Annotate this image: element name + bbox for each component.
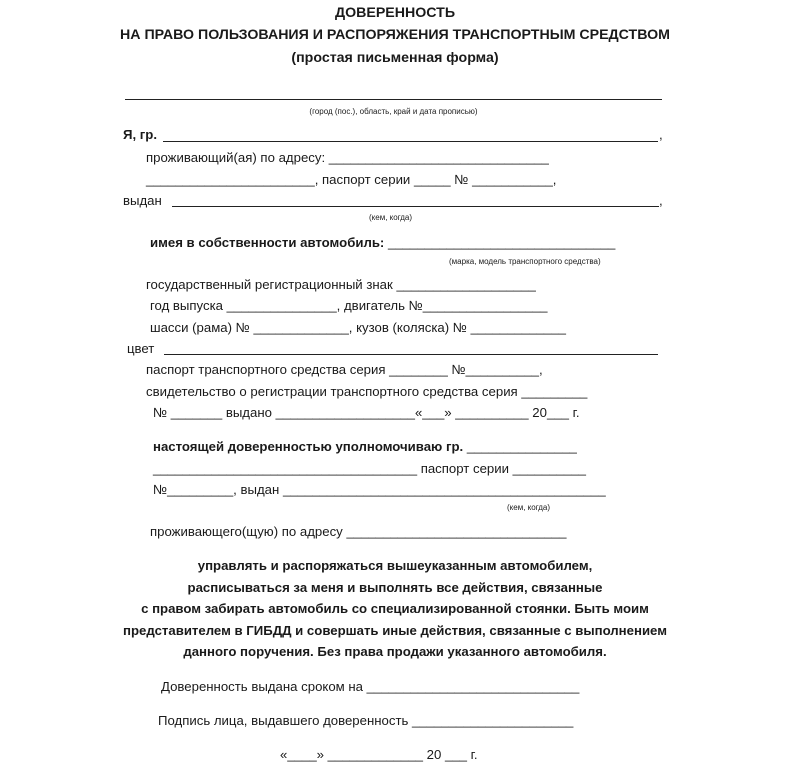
attorney-address: проживающего(щую) по адресу ______________________________ — [150, 524, 567, 539]
vehicle-color-label: цвет — [127, 341, 159, 356]
vehicle-ownership-label: имея в собственности автомобиль: — [150, 235, 388, 250]
document-subtitle: НА ПРАВО ПОЛЬЗОВАНИЯ И РАСПОРЯЖЕНИЯ ТРАНСПОРТНЫМ СРЕДСТВОМ — [120, 27, 670, 43]
attorney-authorize-label: настоящей доверенностью уполномочиваю гр. — [153, 439, 467, 454]
powers-line-3: с правом забирать автомобиль со специализированной стоянки. Быть моим — [141, 601, 649, 616]
principal-passport: _______________________, паспорт серии _____ № ___________, — [146, 172, 557, 187]
principal-issued-caption: (кем, когда) — [369, 213, 413, 222]
signature-line: Подпись лица, выдавшего доверенность ______________________ — [158, 713, 574, 728]
principal-name-line — [163, 141, 658, 142]
principal-label: Я, гр. — [123, 127, 161, 142]
vehicle-chassis-body: шасси (рама) № _____________, кузов (коляска) № _____________ — [150, 320, 566, 335]
vehicle-ownership — [150, 235, 615, 251]
attorney-number-issued: №_________, выдан ____________________________________________ — [153, 482, 606, 497]
vehicle-pts: паспорт транспортного средства серия ________ №__________, — [146, 362, 543, 377]
vehicle-color-line — [164, 354, 658, 355]
term-line: Доверенность выдана сроком на _____________________________ — [161, 679, 580, 694]
powers-line-4: представителем в ГИБДД и совершать иные действия, связанные с выполнением — [123, 623, 667, 638]
principal-issued-label: выдан — [123, 193, 166, 208]
attorney-issued-caption: (кем, когда) — [507, 503, 551, 512]
attorney-authorize — [153, 439, 577, 455]
principal-name-comma: , — [659, 127, 663, 142]
document-title: ДОВЕРЕННОСТЬ — [334, 5, 456, 21]
vehicle-ownership-line: _______________________________ — [388, 235, 616, 250]
principal-issued-line — [172, 206, 659, 207]
date-line: «____» _____________ 20 ___ г. — [280, 747, 478, 762]
vehicle-year-engine: год выпуска _______________, двигатель №_________________ — [150, 298, 548, 313]
attorney-authorize-line: _______________ — [466, 439, 577, 454]
place-date-line — [125, 99, 662, 100]
vehicle-cert-number: № _______ выдано ___________________«___» __________ 20___ г. — [153, 405, 580, 420]
vehicle-registration-cert: свидетельство о регистрации транспортного средства серия _________ — [146, 384, 588, 399]
attorney-name-passport: ____________________________________ паспорт серии __________ — [153, 461, 586, 476]
form-note: (простая письменная форма) — [291, 50, 499, 66]
principal-address: проживающий(ая) по адресу: ______________________________ — [146, 150, 549, 165]
vehicle-reg-sign: государственный регистрационный знак ___________________ — [146, 277, 536, 292]
vehicle-model-caption: (марка, модель транспортного средства) — [449, 257, 601, 266]
powers-line-1: управлять и распоряжаться вышеуказанным автомобилем, — [197, 558, 593, 573]
principal-issued-comma: , — [659, 193, 663, 208]
powers-line-2: расписываться за меня и выполнять все действия, связанные — [187, 580, 603, 595]
powers-line-5: данного поручения. Без права продажи указанного автомобиля. — [183, 644, 607, 659]
place-date-caption: (город (пос.), область, край и дата прописью) — [309, 107, 478, 116]
